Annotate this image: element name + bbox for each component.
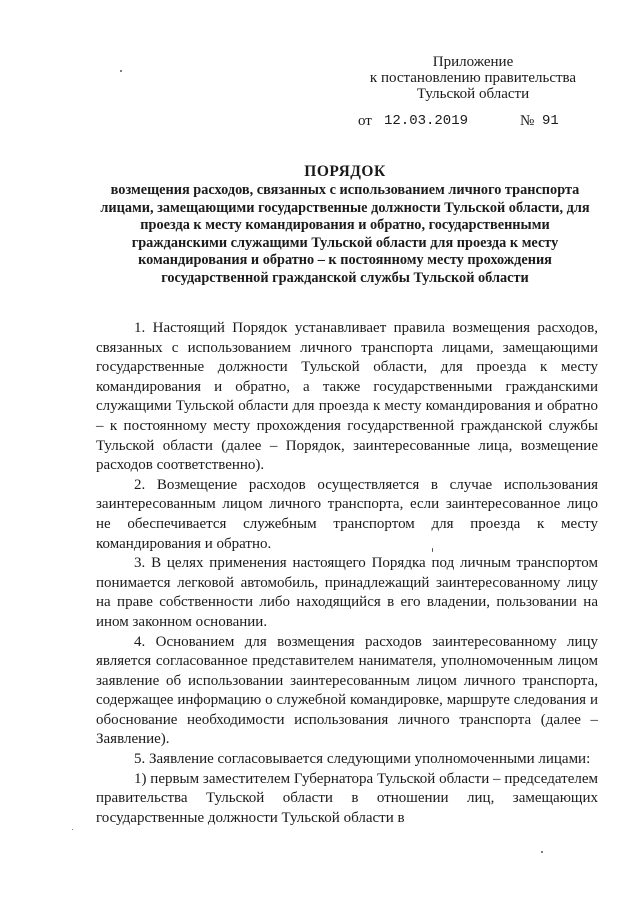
paragraph-2: 2. Возмещение расходов осуществляется в случае использования заинтересованным лицом личного транспорта, если заинтересованное лицо не обеспечивается служебным транспортом для проезда к месту командирования и обратно. [96,476,598,552]
document-body [96,319,598,826]
scan-speck [72,829,73,830]
date-label: от [358,113,372,129]
scan-speck [541,851,543,853]
number-value: 91 [542,113,559,129]
paragraph-1: 1. Настоящий Порядок устанавливает правила возмещения расходов, связанных с использованием личного транспорта лицами, замещающими государственные должности Тульской области, для проезда к месту командирования и обратно, а также государственными гражданскими служащими Тульской области для проезда к месту командирования и обратно – к постоянному месту прохождения государственной гражданской службы Тульской области (далее – Порядок, заинтересованные лица, возмещение расходов соответственно). [96,320,598,474]
paragraph-3: 3. В целях применения настоящего Порядка под личным транспортом понимается легковой автомобиль, принадлежащий заинтересованному лицу на праве собственности либо находящийся в его владении, пользовании на ином законном основании. [96,555,598,630]
appendix-line-2: к постановлению правительства [369,70,577,86]
appendix-block [358,54,588,102]
date-value: 12.03.2019 [384,113,469,129]
paragraph-6: 1) первым заместителем Губернатора Тульской области – председателем правительства Тульской области в отношении лиц, замещающих государственные должности Тульской области в [96,770,598,826]
title-main: ПОРЯДОК [304,163,386,180]
appendix-line-1: Приложение [432,54,514,70]
scan-speck [432,548,433,552]
number-label: № [520,113,535,129]
scan-speck [120,70,122,72]
document-title [98,163,592,288]
paragraph-5: 5. Заявление согласовывается следующими уполномоченными лицами: [134,751,591,768]
title-subtitle: возмещения расходов, связанных с использованием личного транспорта лицами, замещающими государственные должности Тульской области, для проезда к месту командирования и обратно, государственными гражданскими служащими Тульской области для проезда к месту командирования и обратно – к постоянному месту прохождения государственной гражданской службы Тульской области [100,182,590,286]
paragraph-4: 4. Основанием для возмещения расходов заинтересованному лицу является согласованное представителем нанимателя, уполномоченным лицом заявление об использовании заинтересованным лицом личного транспорта, содержащее информацию о служебной командировке, маршруте следования и обоснование необходимости использования личного транспорта (далее – Заявление). [96,633,598,748]
appendix-line-3: Тульской области [416,86,530,102]
